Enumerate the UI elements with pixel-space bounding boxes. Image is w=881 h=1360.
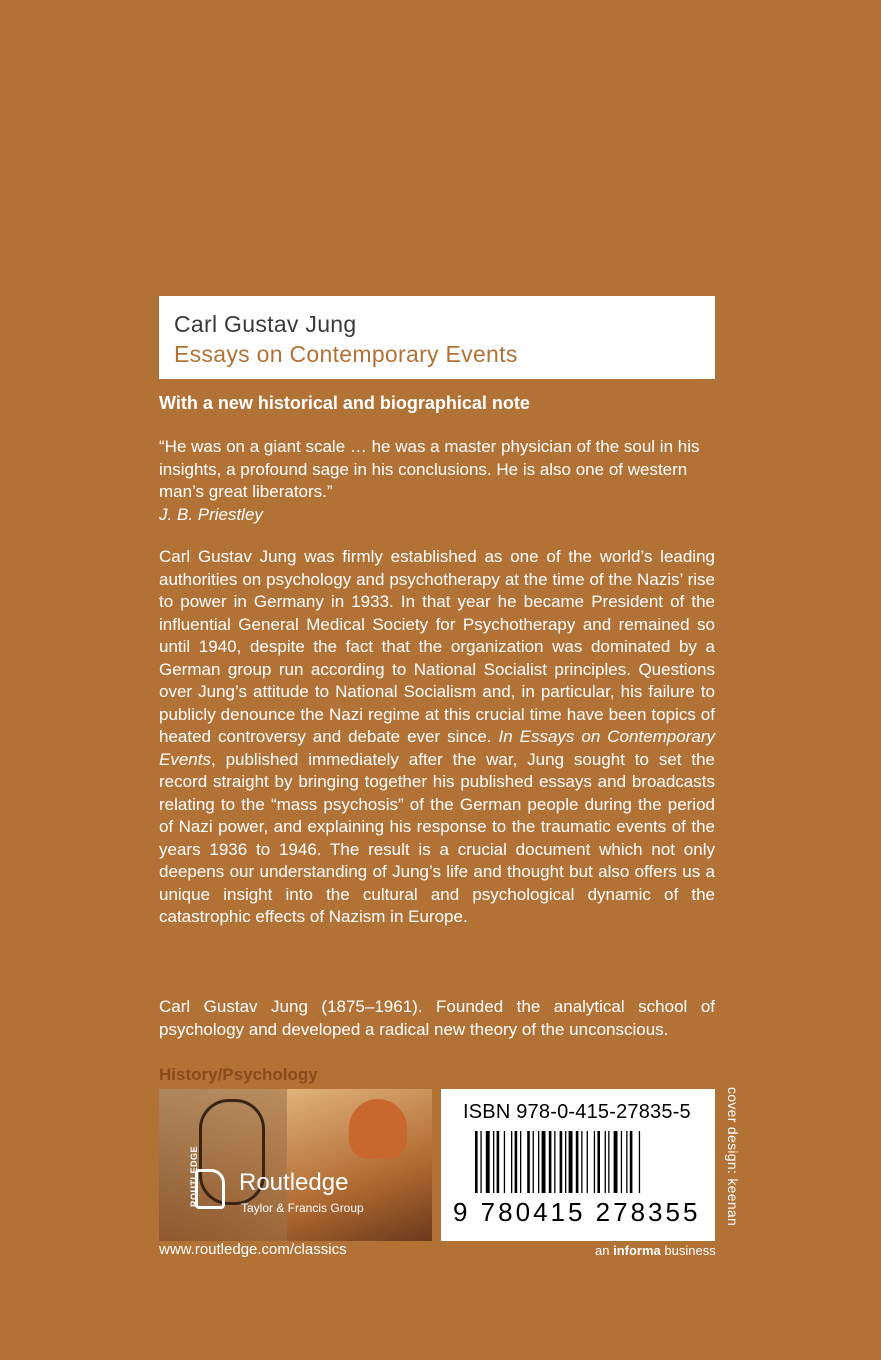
- informa-brand: informa: [613, 1243, 661, 1258]
- author-bio: Carl Gustav Jung (1875–1961). Founded the analytical school of psychology and developed a radical new theory of the unconscious.: [159, 997, 715, 1039]
- publisher-url[interactable]: www.routledge.com/classics: [159, 1241, 347, 1258]
- publisher-name: Routledge: [239, 1169, 349, 1196]
- barcode-panel: [441, 1089, 715, 1241]
- illustration-figure: [349, 1099, 407, 1159]
- book-title: Essays on Contemporary Events: [174, 341, 518, 367]
- author-name: Carl Gustav Jung: [174, 311, 357, 337]
- logo-side-label: ROUTLEDGE: [189, 1145, 199, 1207]
- barcode-number: 9 780415 278355: [453, 1197, 701, 1227]
- subheading: With a new historical and biographical note: [159, 393, 530, 413]
- blurb-italic-title: In Essays on Contemporary Events: [159, 727, 715, 769]
- informa-business-label: [595, 1243, 716, 1258]
- informa-suffix: business: [664, 1243, 716, 1258]
- quote-text: “He was on a giant scale … he was a master physician of the soul in his insights, a profound sage in his conclusions. He is also one of western man’s great liberators.”: [159, 437, 700, 501]
- publisher-group: Taylor & Francis Group: [241, 1201, 364, 1215]
- blurb-text-2: , published immediately after the war, Jung sought to set the record straight by bringing together his published essays and broadcasts relating to the “mass psychosis” of the German people during the period of Nazi power, and explaining his response to the traumatic events of the years 1936 to 1946. The result is a crucial document which not only deepens our understanding of Jung’s life and thought but also offers us a unique insight into the cultural and psychological dynamic of the catastrophic effects of Nazism in Europe.: [159, 749, 715, 926]
- title-box: [159, 296, 715, 379]
- category-label: History/Psychology: [159, 1065, 318, 1084]
- publisher-logo-panel: [159, 1089, 432, 1241]
- blurb-text-1: Carl Gustav Jung was firmly established as one of the world’s leading authorities on psychology and psychotherapy at the time of the Nazis’ rise to power in Germany in 1933. In that year he became President of the influential General Medical Society for Psychotherapy and remained so until 1940, despite the fact that the organization was dominated by a German group run according to National Socialist principles. Questions over Jung’s attitude to National Socialism and, in particular, his failure to publicly denounce the Nazi regime at this crucial time have been topics of heated controversy and debate ever since.: [159, 547, 715, 746]
- informa-prefix: an: [595, 1243, 610, 1258]
- endorsement-quote: [159, 436, 715, 526]
- routledge-logo-icon: [195, 1169, 225, 1209]
- cover-design-credit: cover design: keenan: [725, 1087, 741, 1227]
- isbn-label: ISBN 978-0-415-27835-5: [463, 1101, 691, 1123]
- description-blurb: [159, 546, 715, 929]
- quote-attribution: J. B. Priestley: [159, 504, 263, 524]
